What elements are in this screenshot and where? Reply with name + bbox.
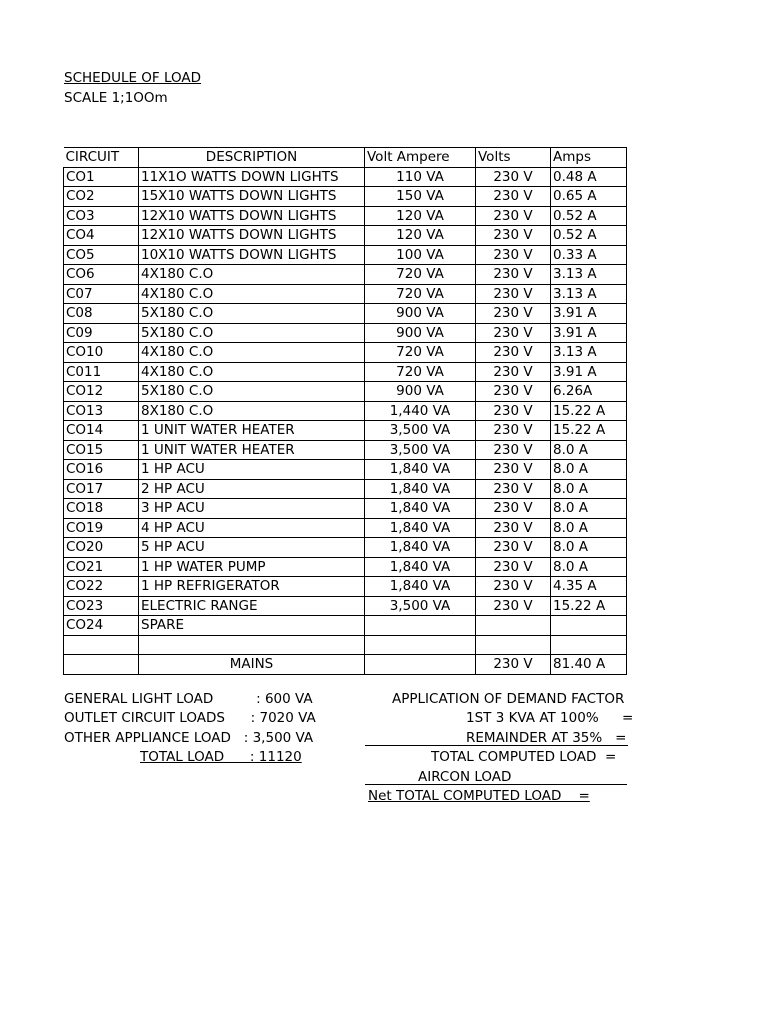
cell-description: 1 UNIT WATER HEATER xyxy=(139,421,365,441)
cell-volt-ampere: 1,840 VA xyxy=(365,538,476,558)
cell-amps: 3.91 A xyxy=(551,362,627,382)
table-row xyxy=(64,538,627,558)
cell-circuit: CO4 xyxy=(64,226,139,246)
cell-volt-ampere: 3,500 VA xyxy=(365,440,476,460)
table-row xyxy=(64,343,627,363)
cell-amps xyxy=(551,616,627,636)
table-row xyxy=(64,304,627,324)
table-row xyxy=(64,557,627,577)
cell-circuit: CO3 xyxy=(64,206,139,226)
total-load: TOTAL LOAD : 11120 xyxy=(140,749,302,765)
scale-label: SCALE 1;1OOm xyxy=(64,90,168,106)
cell-volt-ampere: 1,840 VA xyxy=(365,499,476,519)
cell-description: 2 HP ACU xyxy=(139,479,365,499)
cell-description: 5X180 C.O xyxy=(139,382,365,402)
mains-label: MAINS xyxy=(139,655,365,675)
cell-circuit: CO17 xyxy=(64,479,139,499)
cell-circuit: CO24 xyxy=(64,616,139,636)
cell-description xyxy=(139,635,365,655)
table-row xyxy=(64,245,627,265)
cell-volts: 230 V xyxy=(476,304,551,324)
table-row xyxy=(64,323,627,343)
cell-volt-ampere: 1,440 VA xyxy=(365,401,476,421)
cell-volt-ampere: 900 VA xyxy=(365,382,476,402)
cell-volt-ampere: 3,500 VA xyxy=(365,421,476,441)
cell-description: 4 HP ACU xyxy=(139,518,365,538)
cell-volts: 230 V xyxy=(476,226,551,246)
cell-volts: 230 V xyxy=(476,167,551,187)
cell-volt-ampere: 3,500 VA xyxy=(365,596,476,616)
table-row xyxy=(64,421,627,441)
table-row xyxy=(64,635,627,655)
cell-amps: 8.0 A xyxy=(551,499,627,519)
cell-amps: 8.0 A xyxy=(551,440,627,460)
header-amps: Amps xyxy=(551,148,627,168)
divider-line xyxy=(365,784,627,785)
cell-description: 4X180 C.O xyxy=(139,265,365,285)
cell-amps: 15.22 A xyxy=(551,596,627,616)
cell-volts: 230 V xyxy=(476,421,551,441)
cell-description: 5 HP ACU xyxy=(139,538,365,558)
cell-description: 12X10 WATTS DOWN LIGHTS xyxy=(139,206,365,226)
mains-volts: 230 V xyxy=(476,655,551,675)
cell-volt-ampere: 150 VA xyxy=(365,187,476,207)
cell-circuit: CO10 xyxy=(64,343,139,363)
cell-description: 3 HP ACU xyxy=(139,499,365,519)
cell-description: ELECTRIC RANGE xyxy=(139,596,365,616)
table-header-row xyxy=(64,148,627,168)
table-row xyxy=(64,226,627,246)
other-appliance-load: OTHER APPLIANCE LOAD : 3,500 VA xyxy=(64,730,314,746)
cell-volts: 230 V xyxy=(476,187,551,207)
cell-amps: 0.52 A xyxy=(551,226,627,246)
cell-description: 1 HP ACU xyxy=(139,460,365,480)
cell-description: 5X180 C.O xyxy=(139,323,365,343)
table-row xyxy=(64,616,627,636)
cell-volt-ampere: 900 VA xyxy=(365,304,476,324)
table-row xyxy=(64,382,627,402)
cell-amps: 3.91 A xyxy=(551,304,627,324)
table-row xyxy=(64,440,627,460)
cell-volts: 230 V xyxy=(476,343,551,363)
cell-volt-ampere xyxy=(365,616,476,636)
cell-volts: 230 V xyxy=(476,401,551,421)
cell-description: 1 HP WATER PUMP xyxy=(139,557,365,577)
cell-amps: 0.33 A xyxy=(551,245,627,265)
total-computed-load: TOTAL COMPUTED LOAD = xyxy=(431,749,617,765)
cell-volts: 230 V xyxy=(476,577,551,597)
cell-circuit: C08 xyxy=(64,304,139,324)
cell-volts: 230 V xyxy=(476,596,551,616)
table-row xyxy=(64,401,627,421)
table-row xyxy=(64,499,627,519)
cell-amps xyxy=(551,635,627,655)
cell-circuit: CO1 xyxy=(64,167,139,187)
cell-volts: 230 V xyxy=(476,440,551,460)
table-row xyxy=(64,206,627,226)
cell-volts: 230 V xyxy=(476,479,551,499)
cell-volts: 230 V xyxy=(476,323,551,343)
cell-volt-ampere: 120 VA xyxy=(365,226,476,246)
remainder-35: REMAINDER AT 35% = xyxy=(466,730,627,746)
cell-description: 4X180 C.O xyxy=(139,362,365,382)
cell-circuit: CO5 xyxy=(64,245,139,265)
cell-amps: 8.0 A xyxy=(551,479,627,499)
cell-circuit: CO6 xyxy=(64,265,139,285)
cell-description: 5X180 C.O xyxy=(139,304,365,324)
cell-circuit: CO14 xyxy=(64,421,139,441)
cell-circuit: CO22 xyxy=(64,577,139,597)
cell-volt-ampere: 1,840 VA xyxy=(365,577,476,597)
table-row xyxy=(64,167,627,187)
cell-circuit: CO15 xyxy=(64,440,139,460)
cell-volt-ampere: 1,840 VA xyxy=(365,557,476,577)
cell-description: 12X10 WATTS DOWN LIGHTS xyxy=(139,226,365,246)
cell-volt-ampere: 720 VA xyxy=(365,284,476,304)
load-schedule-table xyxy=(63,147,627,675)
cell-volts: 230 V xyxy=(476,538,551,558)
cell-volt-ampere: 1,840 VA xyxy=(365,460,476,480)
first-3kva-equals: = xyxy=(622,710,634,726)
cell-amps: 15.22 A xyxy=(551,401,627,421)
cell-amps: 0.52 A xyxy=(551,206,627,226)
cell-circuit: CO2 xyxy=(64,187,139,207)
cell-amps: 3.13 A xyxy=(551,343,627,363)
cell-volt-ampere: 720 VA xyxy=(365,265,476,285)
cell-volt-ampere: 720 VA xyxy=(365,362,476,382)
header-circuit: CIRCUIT xyxy=(64,148,139,168)
cell-amps: 3.13 A xyxy=(551,265,627,285)
cell-amps: 4.35 A xyxy=(551,577,627,597)
cell-volts xyxy=(476,635,551,655)
general-light-load: GENERAL LIGHT LOAD : 600 VA xyxy=(64,691,313,707)
cell-volt-ampere: 100 VA xyxy=(365,245,476,265)
table-row xyxy=(64,362,627,382)
cell-description: 10X10 WATTS DOWN LIGHTS xyxy=(139,245,365,265)
cell-circuit xyxy=(64,655,139,675)
cell-circuit: C09 xyxy=(64,323,139,343)
cell-description: 1 HP REFRIGERATOR xyxy=(139,577,365,597)
cell-volt-ampere xyxy=(365,655,476,675)
cell-circuit: CO20 xyxy=(64,538,139,558)
cell-amps: 0.65 A xyxy=(551,187,627,207)
cell-volts: 230 V xyxy=(476,460,551,480)
table-row xyxy=(64,479,627,499)
mains-row xyxy=(64,655,627,675)
cell-amps: 0.48 A xyxy=(551,167,627,187)
header-description: DESCRIPTION xyxy=(139,148,365,168)
cell-description: 1 UNIT WATER HEATER xyxy=(139,440,365,460)
cell-volts: 230 V xyxy=(476,284,551,304)
cell-amps: 8.0 A xyxy=(551,460,627,480)
cell-volt-ampere: 120 VA xyxy=(365,206,476,226)
document-title: SCHEDULE OF LOAD xyxy=(64,70,202,86)
cell-circuit: CO21 xyxy=(64,557,139,577)
table-row xyxy=(64,265,627,285)
cell-volts: 230 V xyxy=(476,557,551,577)
cell-circuit: CO19 xyxy=(64,518,139,538)
table-row xyxy=(64,596,627,616)
demand-factor-heading: APPLICATION OF DEMAND FACTOR xyxy=(392,691,625,707)
cell-volts: 230 V xyxy=(476,206,551,226)
cell-circuit: CO23 xyxy=(64,596,139,616)
outlet-circuit-loads: OUTLET CIRCUIT LOADS : 7020 VA xyxy=(64,710,316,726)
cell-amps: 3.91 A xyxy=(551,323,627,343)
cell-description: SPARE xyxy=(139,616,365,636)
header-volt-ampere: Volt Ampere xyxy=(365,148,476,168)
mains-amps: 81.40 A xyxy=(551,655,627,675)
table-row xyxy=(64,577,627,597)
cell-circuit: C011 xyxy=(64,362,139,382)
cell-circuit: CO13 xyxy=(64,401,139,421)
net-total-computed-load: Net TOTAL COMPUTED LOAD = xyxy=(368,788,590,804)
table-row xyxy=(64,518,627,538)
cell-circuit xyxy=(64,635,139,655)
table-row xyxy=(64,187,627,207)
cell-amps: 15.22 A xyxy=(551,421,627,441)
cell-amps: 8.0 A xyxy=(551,538,627,558)
cell-circuit: C07 xyxy=(64,284,139,304)
cell-volt-ampere: 1,840 VA xyxy=(365,518,476,538)
cell-volt-ampere: 110 VA xyxy=(365,167,476,187)
cell-volt-ampere: 900 VA xyxy=(365,323,476,343)
cell-description: 8X180 C.O xyxy=(139,401,365,421)
cell-volts: 230 V xyxy=(476,245,551,265)
cell-volts: 230 V xyxy=(476,265,551,285)
aircon-load: AIRCON LOAD xyxy=(418,769,512,785)
cell-volt-ampere: 1,840 VA xyxy=(365,479,476,499)
cell-description: 4X180 C.O xyxy=(139,343,365,363)
divider-line xyxy=(365,745,628,746)
table-row xyxy=(64,284,627,304)
cell-description: 11X1O WATTS DOWN LIGHTS xyxy=(139,167,365,187)
cell-volts: 230 V xyxy=(476,382,551,402)
cell-amps: 8.0 A xyxy=(551,557,627,577)
cell-volts: 230 V xyxy=(476,362,551,382)
first-3kva: 1ST 3 KVA AT 100% xyxy=(466,710,599,726)
cell-circuit: CO16 xyxy=(64,460,139,480)
cell-amps: 6.26A xyxy=(551,382,627,402)
header-volts: Volts xyxy=(476,148,551,168)
cell-circuit: CO12 xyxy=(64,382,139,402)
cell-volt-ampere xyxy=(365,635,476,655)
cell-volt-ampere: 720 VA xyxy=(365,343,476,363)
cell-description: 4X180 C.O xyxy=(139,284,365,304)
cell-amps: 8.0 A xyxy=(551,518,627,538)
cell-volts: 230 V xyxy=(476,499,551,519)
cell-amps: 3.13 A xyxy=(551,284,627,304)
cell-volts xyxy=(476,616,551,636)
table-row xyxy=(64,460,627,480)
cell-description: 15X10 WATTS DOWN LIGHTS xyxy=(139,187,365,207)
cell-circuit: CO18 xyxy=(64,499,139,519)
cell-volts: 230 V xyxy=(476,518,551,538)
